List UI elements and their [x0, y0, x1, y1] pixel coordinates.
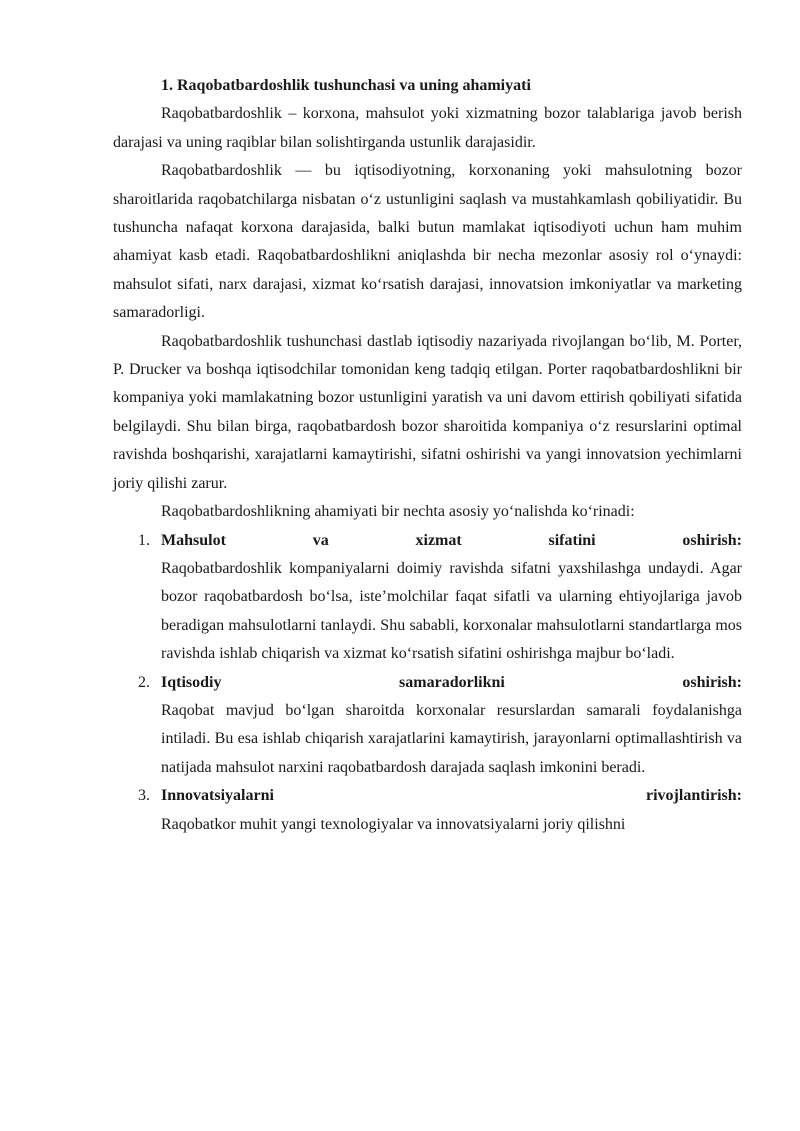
paragraph-concept: Raqobatbardoshlik — bu iqtisodiyotning, korxonaning yoki mahsulotning bozor sharoitlarida raqobatchilarga nisbatan o‘z ustunligini saqlash va mustahkamlash qobiliyatidir. Bu tushuncha nafaqat korxona darajasida, balki butun mamlakat iqtisodiyoti uchun ham muhim ahamiyat kasb etadi. Raqobatbardoshlikni aniqlashda bir necha mezonlar asosiy rol o‘ynaydi: mahsulot sifati, narx darajasi, xizmat ko‘rsatish darajasi, innovatsion imkoniyatlar va marketing samaradorligi. [113, 162, 742, 322]
list-item-number: 3. [138, 787, 150, 805]
section-heading: 1. Raqobatbardoshlik tushunchasi va uning ahamiyati [161, 77, 531, 94]
list-item [113, 669, 742, 783]
list-item-text: Raqobatbardoshlik kompaniyalarni doimiy ravishda sifatni yaxshilashga undaydi. Agar bozor raqobatbardosh bo‘lsa, iste’molchilar faqat sifatli va ularning ehtiyojlariga javob beradigan mahsulotlarni tanlaydi. Shu sababli, korxonalar mahsulotlarni standartlarga mos ravishda ishlab chiqarish va xizmat ko‘rsatish sifatini oshirishga majbur bo‘ladi. [161, 559, 742, 663]
list-item-title: Iqtisodiy samaradorlikni oshirish: [161, 673, 742, 691]
paragraph-definition: Raqobatbardoshlik – korxona, mahsulot yoki xizmatning bozor talablariga javob berish darajasi va uning raqiblar bilan solishtirganda ustunlik darajasidir. [113, 105, 742, 151]
list-item-number: 1. [138, 531, 150, 549]
list-item [113, 527, 742, 669]
paragraph-importance-intro: Raqobatbardoshlikning ahamiyati bir nechta asosiy yo‘nalishda ko‘rinadi: [161, 503, 635, 521]
importance-list [113, 527, 742, 839]
list-item-title: Mahsulot va xizmat sifatini oshirish: [161, 531, 742, 549]
paragraph-theory: Raqobatbardoshlik tushunchasi dastlab iqtisodiy nazariyada rivojlangan bo‘lib, M. Porter, P. Drucker va boshqa iqtisodchilar tomonidan keng tadqiq etilgan. Porter raqobatbardoshlikni bir kompaniya yoki mamlakatning bozor ustunligini yaratish va uni davom ettirish qobiliyati sifatida belgilaydi. Shu bilan birga, raqobatbardosh bozor sharoitida kompaniya o‘z resurslarini optimal ravishda boshqarishi, xarajatlarni kamaytirishi, sifatni oshirishi va yangi innovatsion yechimlarni joriy qilishi zarur. [113, 332, 742, 492]
list-item-text: Raqobatkor muhit yangi texnologiyalar va innovatsiyalarni joriy qilishni [161, 815, 626, 833]
document-page [113, 72, 742, 839]
list-item [113, 782, 742, 839]
list-item-number: 2. [138, 673, 150, 691]
list-item-text: Raqobat mavjud bo‘lgan sharoitda korxonalar resurslardan samarali foydalanishga intiladi. Bu esa ishlab chiqarish xarajatlarini kamaytirish, jarayonlarni optimallashtirish va natijada mahsulot narxini raqobatbardosh darajada saqlash imkonini beradi. [161, 701, 742, 776]
list-item-title: Innovatsiyalarni rivojlantirish: [161, 787, 742, 805]
